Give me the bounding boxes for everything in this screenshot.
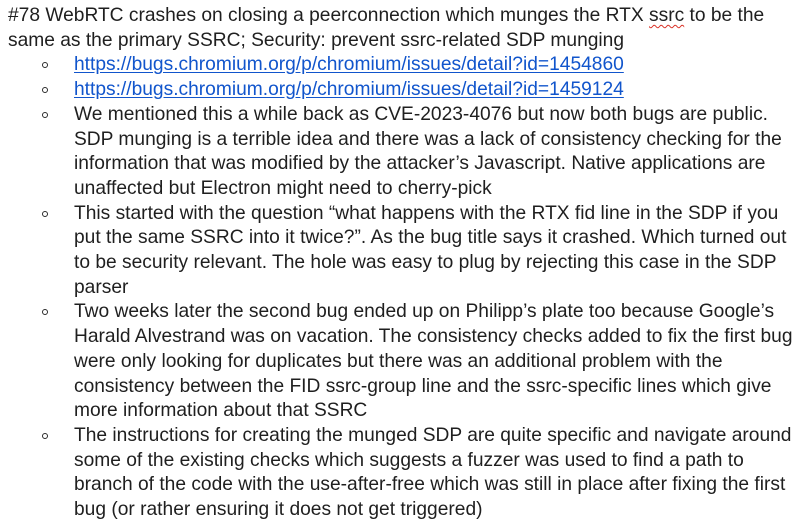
item-heading	[8, 4, 796, 53]
hollow-circle-bullet-icon	[42, 87, 48, 93]
hollow-circle-bullet-icon	[42, 112, 48, 118]
list-item	[8, 103, 796, 202]
list-item	[8, 78, 796, 103]
heading-text-before: #78 WebRTC crashes on closing a peerconnection which munges the RTX	[8, 5, 650, 26]
list-item	[8, 300, 796, 424]
list-item	[8, 424, 796, 523]
bullet-text-second-bug: Two weeks later the second bug ended up on Philipp’s plate too because Google’s Harald Alvestrand was on vacation. The consistency checks added to fix the first bug were only looking for duplicates but there was an additional problem with the consistency between the FID ssrc-group line and the ssrc-specific lines which give more information about that SSRC	[74, 301, 793, 422]
hollow-circle-bullet-icon	[42, 62, 48, 68]
hollow-circle-bullet-icon	[42, 433, 48, 439]
list-item	[8, 53, 796, 78]
hollow-circle-bullet-icon	[42, 309, 48, 315]
bug-link-1459124[interactable]: https://bugs.chromium.org/p/chromium/issues/detail?id=1459124	[74, 79, 624, 101]
bug-link-1454860[interactable]: https://bugs.chromium.org/p/chromium/issues/detail?id=1454860	[74, 54, 624, 76]
bullet-text-origin: This started with the question “what happens with the RTX fid line in the SDP if you put the same SSRC into it twice?”. As the bug title says it crashed. Which turned out to be security relevant. The hole was easy to plug by rejecting this case in the SDP parser	[74, 202, 787, 298]
bullet-list	[8, 53, 796, 522]
bullet-text-fuzzer: The instructions for creating the munged SDP are quite specific and navigate around some of the existing checks which suggests a fuzzer was used to find a path to branch of the code with the use-after-free which was still in place after fixing the first bug (or rather ensuring it does not get triggered)	[74, 424, 792, 521]
heading-text-after: to be the same as the primary SSRC; Security: prevent ssrc-related SDP munging	[8, 5, 765, 51]
hollow-circle-bullet-icon	[42, 211, 48, 217]
bullet-text-cve: We mentioned this a while back as CVE-2023-4076 but now both bugs are public. SDP munging is a terrible idea and there was a lack of consistency checking for the information that was modified by the attacker’s Javascript. Native applications are unaffected but Electron might need to cherry-pick	[74, 103, 782, 199]
list-item	[8, 202, 796, 301]
spellcheck-flagged-word[interactable]: ssrc	[649, 5, 685, 26]
